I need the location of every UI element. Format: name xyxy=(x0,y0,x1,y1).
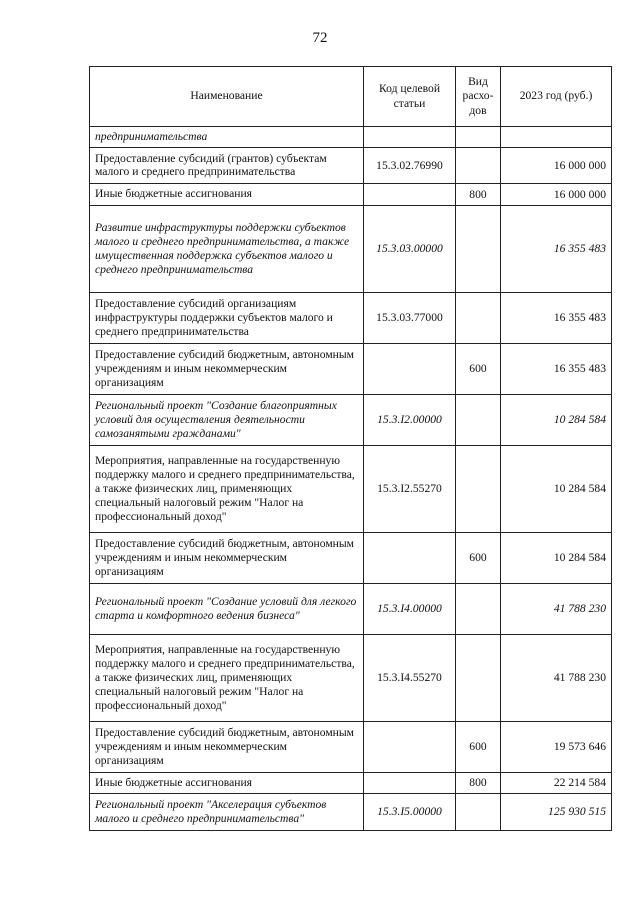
page-number: 72 xyxy=(312,30,328,46)
table-row xyxy=(90,772,612,793)
row-type-cell xyxy=(456,394,501,445)
row-name-cell: Предоставление субсидий бюджетным, автономным учреждениям и иным некоммерческим организациям xyxy=(90,532,364,583)
row-name-cell: Мероприятия, направленные на государственную поддержку малого и среднего предпринимательства, а также физических лиц, применяющих специальный налоговый режим "Налог на профессиональный доход" xyxy=(90,634,364,721)
row-amount-cell: 16 000 000 xyxy=(501,147,612,183)
row-name-cell: Иные бюджетные ассигнования xyxy=(90,183,364,205)
row-amount-cell: 16 355 483 xyxy=(501,205,612,292)
table-row xyxy=(90,183,612,205)
row-amount-cell: 41 788 230 xyxy=(501,634,612,721)
row-type-cell: 600 xyxy=(456,343,501,394)
row-code-cell xyxy=(364,721,456,772)
row-type-cell: 800 xyxy=(456,772,501,793)
row-code-cell xyxy=(364,532,456,583)
row-code-cell: 15.3.02.76990 xyxy=(364,147,456,183)
row-amount-cell xyxy=(501,127,612,148)
row-name-cell: Предоставление субсидий (грантов) субъектам малого и среднего предпринимательства xyxy=(90,147,364,183)
row-amount-cell: 10 284 584 xyxy=(501,532,612,583)
row-code-cell: 15.3.I2.55270 xyxy=(364,445,456,532)
table-row xyxy=(90,394,612,445)
row-name-cell: Предоставление субсидий бюджетным, автономным учреждениям и иным некоммерческим организациям xyxy=(90,721,364,772)
header-type: Вид расхо-дов xyxy=(456,67,501,127)
row-code-cell xyxy=(364,772,456,793)
table-row xyxy=(90,583,612,634)
table-row xyxy=(90,343,612,394)
row-amount-cell: 16 000 000 xyxy=(501,183,612,205)
row-type-cell xyxy=(456,445,501,532)
row-code-cell xyxy=(364,343,456,394)
row-code-cell: 15.3.I5.00000 xyxy=(364,793,456,830)
row-code-cell: 15.3.I4.55270 xyxy=(364,634,456,721)
row-amount-cell: 125 930 515 xyxy=(501,793,612,830)
row-code-cell: 15.3.03.77000 xyxy=(364,292,456,343)
header-amount: 2023 год (руб.) xyxy=(501,67,612,127)
row-name-cell: Развитие инфраструктуры поддержки субъектов малого и среднего предпринимательства, а также имущественная поддержка субъектов малого и среднего предпринимательства xyxy=(90,205,364,292)
row-amount-cell: 10 284 584 xyxy=(501,445,612,532)
row-amount-cell: 22 214 584 xyxy=(501,772,612,793)
row-name-cell: Мероприятия, направленные на государственную поддержку малого и среднего предпринимательства, а также физических лиц, применяющих специальный налоговый режим "Налог на профессиональный доход" xyxy=(90,445,364,532)
row-name-cell: Предоставление субсидий бюджетным, автономным учреждениям и иным некоммерческим организациям xyxy=(90,343,364,394)
row-name-cell: Региональный проект "Акселерация субъектов малого и среднего предпринимательства" xyxy=(90,793,364,830)
row-type-cell xyxy=(456,634,501,721)
row-name-cell: предпринимательства xyxy=(90,127,364,148)
row-amount-cell: 19 573 646 xyxy=(501,721,612,772)
row-type-cell xyxy=(456,793,501,830)
row-amount-cell: 16 355 483 xyxy=(501,292,612,343)
table-row xyxy=(90,445,612,532)
row-name-cell: Региональный проект "Создание условий для легкого старта и комфортного ведения бизнеса" xyxy=(90,583,364,634)
row-code-cell xyxy=(364,127,456,148)
row-amount-cell: 16 355 483 xyxy=(501,343,612,394)
table-row xyxy=(90,292,612,343)
row-name-cell: Предоставление субсидий организациям инфраструктуры поддержки субъектов малого и среднего предпринимательства xyxy=(90,292,364,343)
header-name: Наименование xyxy=(90,67,364,127)
row-type-cell xyxy=(456,147,501,183)
table-row xyxy=(90,532,612,583)
table-row xyxy=(90,721,612,772)
row-code-cell: 15.3.I2.00000 xyxy=(364,394,456,445)
table-row xyxy=(90,793,612,830)
row-name-cell: Региональный проект "Создание благоприятных условий для осуществления деятельности самозанятыми гражданами" xyxy=(90,394,364,445)
row-type-cell: 600 xyxy=(456,532,501,583)
row-type-cell xyxy=(456,583,501,634)
row-code-cell xyxy=(364,183,456,205)
table-row xyxy=(90,205,612,292)
row-amount-cell: 10 284 584 xyxy=(501,394,612,445)
table-body xyxy=(90,127,612,831)
row-amount-cell: 41 788 230 xyxy=(501,583,612,634)
row-type-cell: 800 xyxy=(456,183,501,205)
table-header-row xyxy=(90,67,612,127)
row-type-cell xyxy=(456,292,501,343)
table-row xyxy=(90,147,612,183)
row-type-cell xyxy=(456,205,501,292)
table-row xyxy=(90,127,612,148)
row-code-cell: 15.3.03.00000 xyxy=(364,205,456,292)
table-row xyxy=(90,634,612,721)
budget-table xyxy=(89,66,612,831)
row-type-cell xyxy=(456,127,501,148)
row-code-cell: 15.3.I4.00000 xyxy=(364,583,456,634)
row-type-cell: 600 xyxy=(456,721,501,772)
header-code: Код целевой статьи xyxy=(364,67,456,127)
row-name-cell: Иные бюджетные ассигнования xyxy=(90,772,364,793)
